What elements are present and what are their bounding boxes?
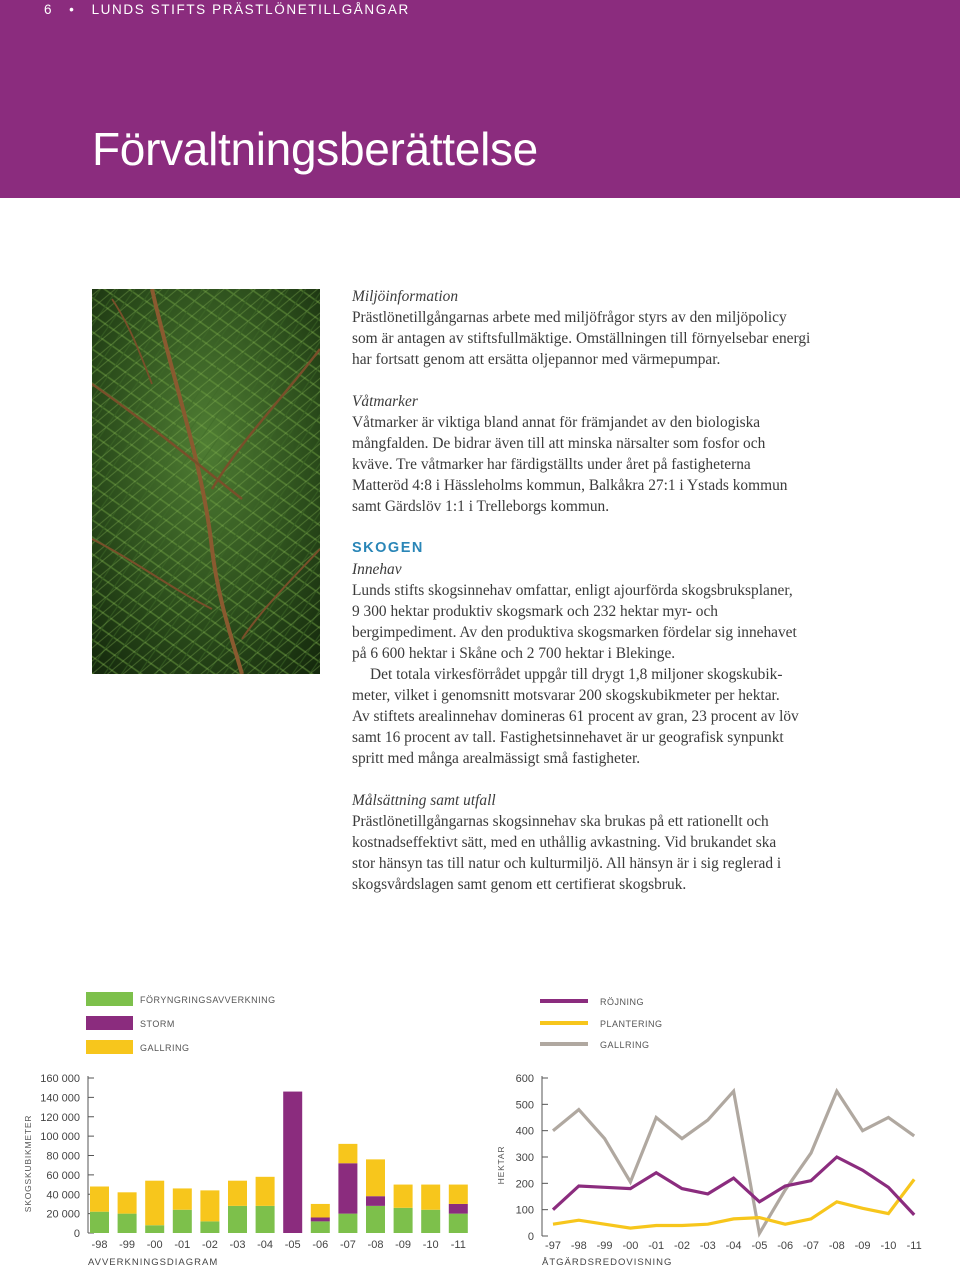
chart-title: AVVERKNINGSDIAGRAM [88, 1257, 219, 1267]
bar-segment [283, 1092, 302, 1233]
malsattning-heading: Målsättning samt utfall [352, 792, 496, 809]
x-tick-label: -02 [201, 1239, 218, 1251]
running-header [44, 2, 410, 17]
x-tick-label: -11 [450, 1239, 466, 1251]
y-tick-label: 140 000 [40, 1092, 80, 1105]
virkesforrad-line: spritt med många arealmässigt små fastigheter. [352, 750, 641, 767]
innehav-heading: Innehav [352, 561, 402, 578]
bullet-separator: • [58, 2, 87, 17]
legend-label: FÖRYNGRINGSAVVERKNING [140, 995, 276, 1005]
y-tick-label: 160 000 [40, 1073, 80, 1085]
x-tick-label: -99 [596, 1240, 613, 1252]
x-tick-label: -09 [395, 1239, 412, 1251]
y-tick-label: 0 [527, 1231, 534, 1243]
legend-label: PLANTERING [600, 1019, 663, 1029]
page-title: Förvaltningsberättelse [92, 123, 538, 175]
innehav-line: Lunds stifts skogsinnehav omfattar, enligt ajourförda skogsbruksplaner, [352, 582, 793, 599]
y-tick-label: 100 000 [40, 1131, 80, 1144]
bar-segment [311, 1204, 330, 1218]
x-tick-label: -03 [699, 1240, 716, 1252]
miljo-line: som är antagen av stiftsfullmäktige. Omställningen till förnyelsebar energi [352, 330, 811, 347]
bar-segment [173, 1210, 192, 1233]
virkesforrad-line: meter, vilket i genomsnitt motsvarar 200 skogskubikmeter per hektar. [352, 687, 780, 704]
virkesforrad-line: Det totala virkesförrådet uppgår till drygt 1,8 miljoner skogskubik- [370, 666, 783, 683]
x-tick-label: -02 [674, 1240, 690, 1252]
legend-swatch [86, 1040, 133, 1054]
bar-segment [311, 1221, 330, 1233]
innehav-line: bergimpediment. Av den produktiva skogsmarken fördelar sig innehavet [352, 624, 797, 641]
x-tick-label: -00 [622, 1240, 639, 1252]
y-tick-label: 0 [73, 1228, 80, 1240]
y-tick-label: 20 000 [46, 1208, 80, 1221]
x-tick-label: -97 [545, 1240, 561, 1252]
x-tick-label: -01 [174, 1239, 191, 1251]
x-tick-label: -99 [119, 1239, 136, 1251]
x-tick-label: -04 [257, 1239, 274, 1251]
atgardsredovisning-chart [480, 980, 960, 1267]
x-tick-label: -10 [422, 1239, 439, 1251]
y-tick-label: 40 000 [46, 1189, 80, 1202]
y-tick-label: 200 [515, 1178, 534, 1191]
x-tick-label: -01 [648, 1240, 665, 1252]
vatmarker-line: Våtmarker är viktiga bland annat för främjandet av den biologiska [352, 414, 761, 431]
bar-segment [145, 1225, 164, 1233]
running-title: LUNDS STIFTS PRÄSTLÖNETILLGÅNGAR [91, 2, 410, 17]
bar-segment [394, 1208, 413, 1233]
legend-swatch [86, 992, 133, 1006]
miljo-heading: Miljöinformation [352, 288, 459, 305]
vatmarker-line: mångfalden. De bidrar även till att minska närsalter som fosfor och [352, 435, 766, 452]
y-axis-label: SKOGSKUBIKMETER [23, 1114, 33, 1213]
y-tick-label: 80 000 [46, 1150, 80, 1163]
x-tick-label: -11 [906, 1240, 922, 1252]
legend-label: GALLRING [600, 1040, 650, 1050]
malsattning-line: kostnadseffektivt sätt, med en uthållig avkastning. Vid brukandet ska [352, 834, 777, 851]
x-tick-label: -07 [339, 1239, 356, 1251]
bar-segment [366, 1206, 385, 1233]
y-tick-label: 500 [515, 1099, 534, 1112]
innehav-line: 9 300 hektar produktiv skogsmark och 232 hektar myr- och [352, 603, 718, 620]
bar-segment [394, 1185, 413, 1208]
y-tick-label: 60 000 [46, 1169, 80, 1182]
bar-segment [228, 1181, 247, 1206]
spruce-branch-photo [92, 289, 320, 674]
malsattning-line: stor hänsyn tas till natur och kulturmiljö. All hänsyn är i sig reglerad i [352, 855, 782, 872]
legend-swatch [86, 1016, 133, 1030]
bar-segment [449, 1204, 468, 1214]
bar-segment [228, 1206, 247, 1233]
x-tick-label: -07 [803, 1240, 819, 1252]
x-tick-label: -10 [880, 1240, 897, 1252]
bar-segment [366, 1196, 385, 1206]
skogen-section-title: SKOGEN [352, 540, 424, 556]
bar-segment [145, 1181, 164, 1226]
bar-segment [449, 1185, 468, 1204]
bar-segment [173, 1188, 192, 1209]
miljo-line: har fortsatt genom att ersätta oljepannor med värmepumpar. [352, 351, 721, 368]
legend-label: RÖJNING [600, 997, 644, 1007]
x-tick-label: -98 [91, 1239, 108, 1251]
malsattning-line: skogsvårdslagen samt genom ett certifierat skogsbruk. [352, 876, 687, 893]
x-tick-label: -98 [570, 1240, 587, 1252]
x-tick-label: -05 [751, 1240, 768, 1252]
bar-segment [118, 1214, 137, 1233]
series-line [553, 1091, 914, 1233]
bar-segment [421, 1210, 440, 1233]
legend-label: STORM [140, 1019, 175, 1029]
x-tick-label: -05 [284, 1239, 301, 1251]
malsattning-line: Prästlönetillgångarnas skogsinnehav ska brukas på ett rationellt och [352, 813, 769, 830]
vatmarker-heading: Våtmarker [352, 393, 418, 410]
bar-segment [366, 1159, 385, 1196]
legend-label: GALLRING [140, 1043, 190, 1053]
x-tick-label: -08 [828, 1240, 845, 1252]
bar-segment [200, 1221, 219, 1233]
bar-segment [338, 1163, 357, 1213]
charts [0, 980, 960, 1267]
virkesforrad-line: samt 16 procent av tall. Fastighetsinnehavet är ur geografisk synpunkt [352, 729, 784, 746]
bar-segment [90, 1212, 109, 1233]
y-tick-label: 600 [515, 1073, 534, 1085]
bar-segment [338, 1214, 357, 1233]
y-tick-label: 120 000 [40, 1111, 80, 1124]
page-number: 6 [44, 2, 54, 17]
y-tick-label: 300 [515, 1152, 534, 1164]
virkesforrad-line: Av stiftets arealinnehav domineras 61 procent av gran, 23 procent av löv [352, 708, 799, 725]
avverkningsdiagram-chart [0, 980, 480, 1267]
bar-segment [311, 1218, 330, 1222]
vatmarker-line: Matteröd 4:8 i Hässleholms kommun, Balkåkra 27:1 i Ystads kommun [352, 477, 788, 494]
x-tick-label: -03 [229, 1239, 246, 1251]
x-tick-label: -08 [367, 1239, 384, 1251]
x-tick-label: -00 [146, 1239, 163, 1251]
bar-segment [338, 1144, 357, 1163]
x-tick-label: -09 [854, 1240, 871, 1252]
x-tick-label: -06 [777, 1240, 794, 1252]
vatmarker-line: kväve. Tre våtmarker har färdigställts under året på fastigheterna [352, 456, 751, 473]
vatmarker-line: samt Gärdslöv 1:1 i Trelleborgs kommun. [352, 498, 610, 515]
bar-segment [256, 1206, 275, 1233]
page-header [0, 0, 960, 198]
x-tick-label: -04 [725, 1240, 742, 1252]
chart-title: ÅTGÄRDSREDOVISNING [542, 1257, 673, 1267]
y-axis-label: HEKTAR [496, 1145, 506, 1185]
bar-segment [256, 1177, 275, 1206]
y-tick-label: 400 [515, 1125, 534, 1138]
bar-segment [90, 1187, 109, 1212]
bar-segment [449, 1214, 468, 1233]
bar-segment [200, 1190, 219, 1221]
innehav-line: på 6 600 hektar i Skåne och 2 700 hektar i Blekinge. [352, 645, 676, 662]
y-tick-label: 100 [515, 1204, 534, 1217]
x-tick-label: -06 [312, 1239, 329, 1251]
bar-segment [118, 1192, 137, 1213]
bar-segment [421, 1185, 440, 1210]
miljo-line: Prästlönetillgångarnas arbete med miljöfrågor styrs av den miljöpolicy [352, 309, 787, 326]
body-text [352, 286, 912, 895]
